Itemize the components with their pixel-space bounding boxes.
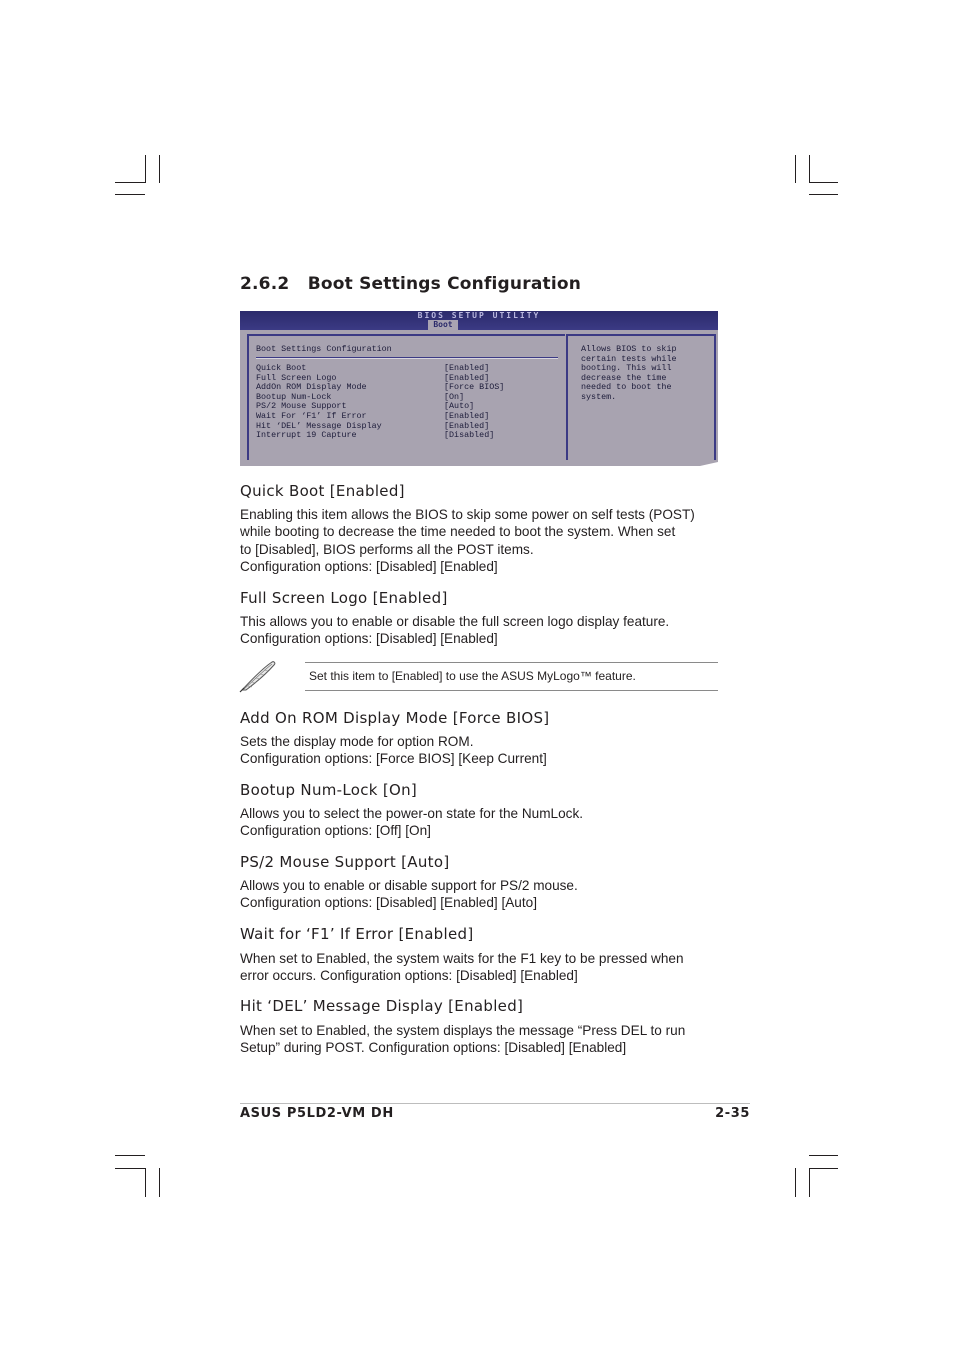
text-line: This allows you to enable or disable the full screen logo display feature.: [240, 614, 670, 629]
text-line: When set to Enabled, the system waits for the F1 key to be pressed when: [240, 951, 684, 966]
item-heading-ps2-mouse: PS/2 Mouse Support [Auto]: [240, 853, 450, 871]
bios-item-value: [Enabled]: [444, 363, 490, 373]
text-line: Setup” during POST. Configuration options: [Disabled] [Enabled]: [240, 1040, 627, 1056]
item-text-addon-rom: [240, 733, 720, 768]
crop-mark: [115, 182, 145, 183]
bios-item-value: [Auto]: [444, 401, 475, 412]
footer-product-name: ASUS P5LD2-VM DH: [240, 1106, 394, 1121]
bios-item-value: [On]: [444, 391, 465, 402]
crop-mark: [115, 194, 145, 195]
text-line: error occurs. Configuration options: [Disabled] [Enabled]: [240, 968, 578, 984]
crop-mark: [145, 155, 146, 183]
item-text-quick-boot: [240, 506, 720, 576]
item-text-numlock: [240, 805, 720, 840]
bios-item-label: PS/2 Mouse Support: [256, 401, 347, 412]
bios-screenshot: [240, 311, 718, 466]
text-line: to [Disabled], BIOS performs all the POST items.: [240, 541, 534, 557]
text-line: Enabling this item allows the BIOS to skip some power on self tests (POST): [240, 507, 695, 522]
item-heading-quick-boot: Quick Boot [Enabled]: [240, 482, 405, 500]
text-line: When set to Enabled, the system displays the message “Press DEL to run: [240, 1023, 686, 1038]
crop-mark: [115, 1168, 145, 1169]
bios-tab-boot: Boot: [428, 320, 458, 330]
text-line: Allows you to enable or disable support for PS/2 mouse.: [240, 878, 578, 893]
item-heading-full-screen-logo: Full Screen Logo [Enabled]: [240, 589, 448, 607]
bios-item-label: Wait For ‘F1’ If Error: [256, 410, 367, 421]
bios-settings-panel: [247, 334, 565, 460]
item-text-hit-del: [240, 1022, 720, 1057]
crop-mark: [809, 182, 838, 183]
item-heading-numlock: Bootup Num-Lock [On]: [240, 781, 418, 799]
text-line: Configuration options: [Off] [On]: [240, 823, 431, 839]
bios-body: [240, 330, 718, 466]
crop-mark: [809, 194, 838, 195]
bios-item-label: Quick Boot: [256, 363, 307, 373]
bios-divider: [256, 357, 558, 359]
bios-item-label: Bootup Num-Lock: [256, 391, 332, 402]
bios-panel-title: Boot Settings Configuration: [256, 344, 392, 354]
bios-help-panel: [566, 334, 716, 460]
crop-mark: [795, 155, 796, 183]
item-text-full-screen-logo: [240, 613, 720, 648]
crop-mark: [809, 1168, 810, 1197]
bios-item-interrupt-19: [256, 431, 556, 441]
crop-mark: [809, 1155, 838, 1156]
text-line: Configuration options: [Force BIOS] [Keep Current]: [240, 751, 547, 767]
crop-mark: [115, 1155, 145, 1156]
footer-divider: [240, 1103, 750, 1104]
pencil-note-icon: [238, 660, 278, 694]
bios-item-value: [Enabled]: [444, 372, 490, 383]
item-text-wait-f1: [240, 950, 720, 985]
bios-item-label: Hit ‘DEL’ Message Display: [256, 420, 382, 431]
bios-item-label: Interrupt 19 Capture: [256, 430, 357, 441]
bios-item-value: [Disabled]: [444, 430, 495, 441]
section-title: 2.6.2 Boot Settings Configuration: [240, 274, 582, 294]
text-line: Configuration options: [Disabled] [Enabled]: [240, 559, 498, 575]
bios-item-label: AddOn ROM Display Mode: [256, 382, 367, 393]
bios-help-text: Allows BIOS to skip certain tests while booting. This will decrease the time needed to boot the system.: [581, 344, 677, 402]
bios-header-title: BIOS SETUP UTILITY: [417, 311, 541, 320]
item-text-ps2-mouse: [240, 877, 720, 912]
footer-page-number: 2-35: [715, 1106, 750, 1121]
crop-mark: [145, 1168, 146, 1197]
crop-mark: [795, 1168, 796, 1197]
bios-item-value: [Enabled]: [444, 420, 490, 431]
item-heading-hit-del: Hit ‘DEL’ Message Display [Enabled]: [240, 997, 524, 1015]
note-box: [305, 662, 718, 691]
text-line: while booting to decrease the time needed to boot the system. When set: [240, 524, 676, 540]
note-text: Set this item to [Enabled] to use the ASUS MyLogo™ feature.: [309, 669, 636, 683]
bios-item-label: Full Screen Logo: [256, 372, 337, 383]
crop-mark: [809, 155, 810, 183]
bios-item-value: [Enabled]: [444, 410, 490, 421]
text-line: Sets the display mode for option ROM.: [240, 734, 474, 749]
bios-item-value: [Force BIOS]: [444, 382, 505, 393]
crop-mark: [159, 1168, 160, 1197]
crop-mark: [809, 1168, 838, 1169]
text-line: Configuration options: [Disabled] [Enabled] [Auto]: [240, 895, 537, 911]
item-heading-addon-rom: Add On ROM Display Mode [Force BIOS]: [240, 709, 550, 727]
item-heading-wait-f1: Wait for ‘F1’ If Error [Enabled]: [240, 925, 474, 943]
crop-mark: [159, 155, 160, 183]
bios-header: [240, 311, 718, 330]
text-line: Allows you to select the power-on state for the NumLock.: [240, 806, 584, 821]
bios-items-list: [256, 364, 556, 441]
text-line: Configuration options: [Disabled] [Enabled]: [240, 631, 498, 647]
